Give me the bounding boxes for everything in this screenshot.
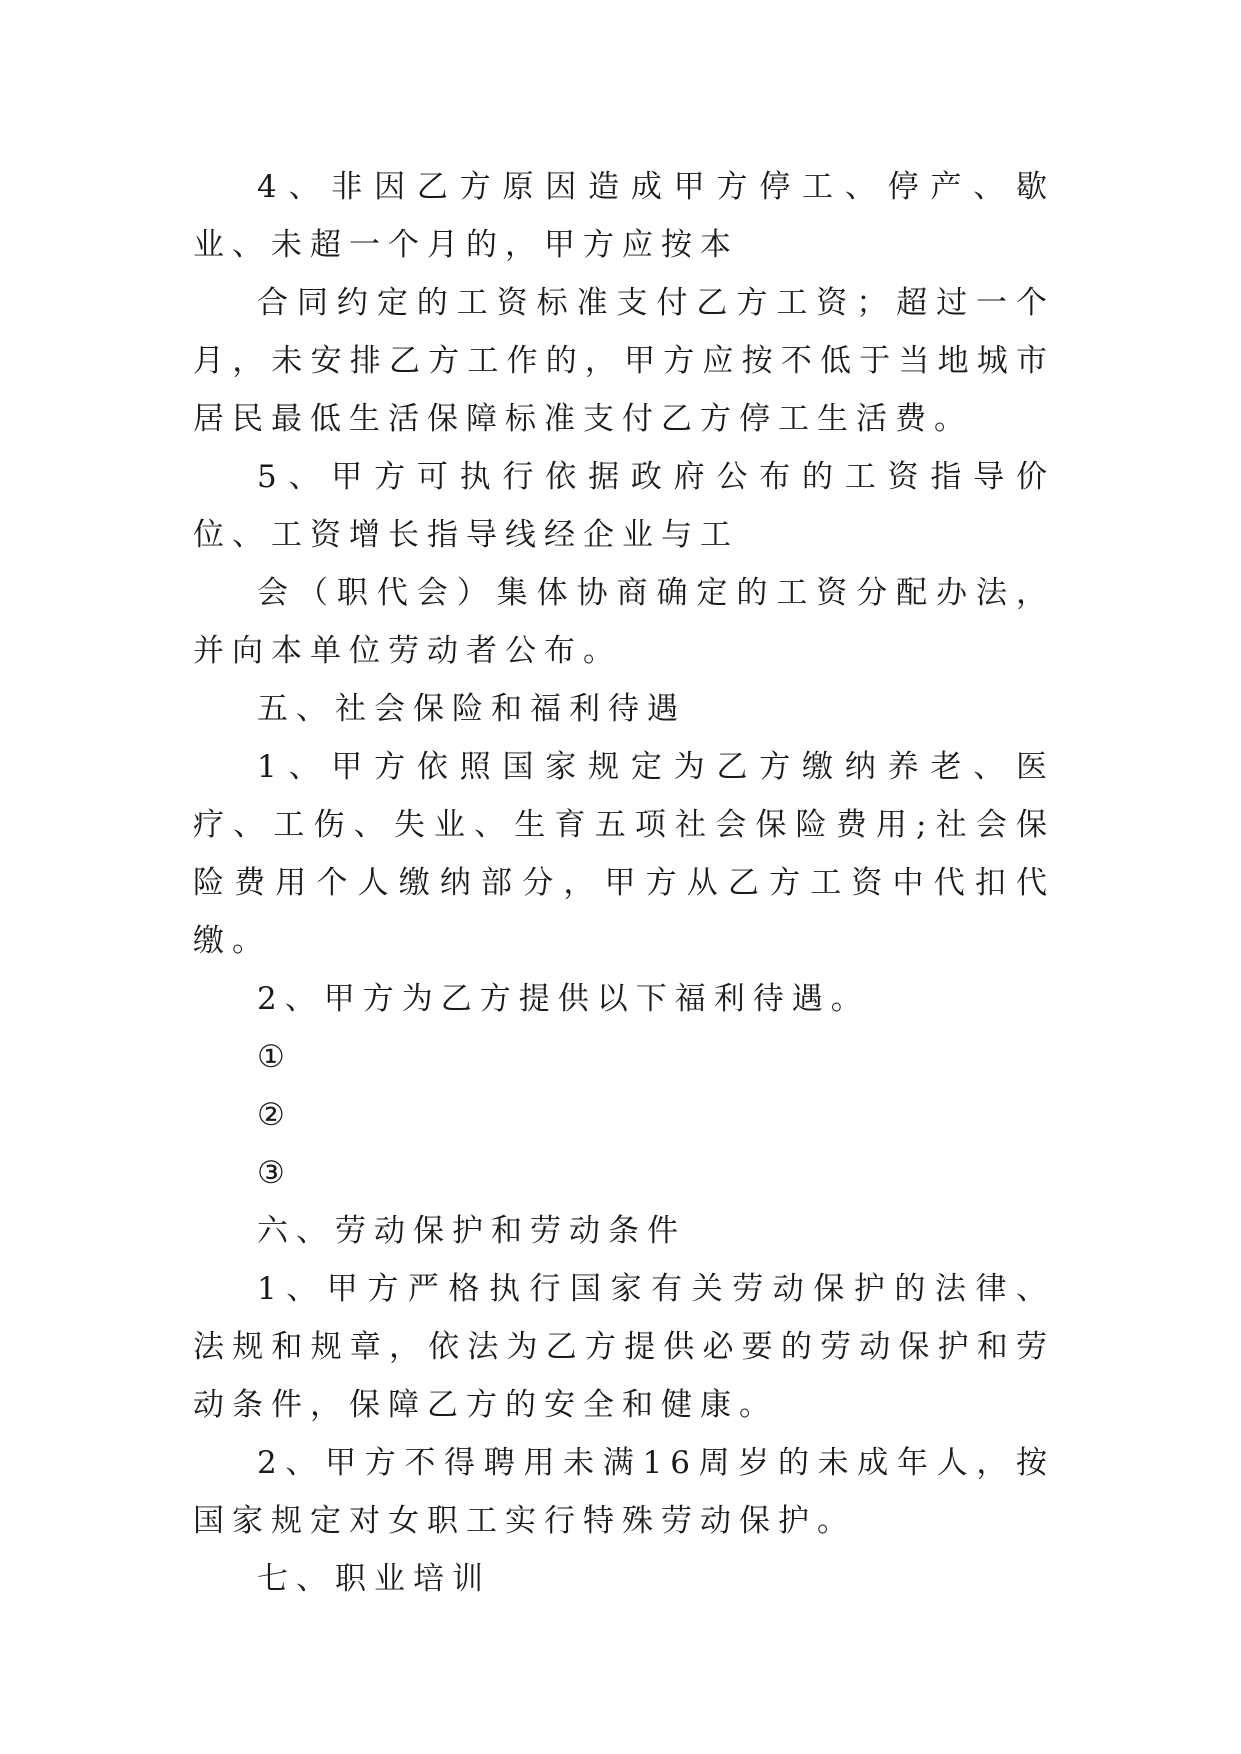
list-marker-1: ① [257, 1039, 285, 1075]
paragraph-1-labor-protection: 1、甲方严格执行国家有关劳动保护的法律、法规和规章，依法为乙方提供必要的劳动保护和劳动条件，保障乙方的安全和健康。 [193, 1271, 1055, 1423]
paragraph-wage-distribution: 会（职代会）集体协商确定的工资分配办法，并向本单位劳动者公布。 [193, 575, 1055, 669]
document-page [193, 158, 1055, 1608]
paragraph-5-wage-guidance: 5、甲方可执行依据政府公布的工资指导价位、工资增长指导线经企业与工 [193, 459, 1055, 553]
section-heading-labor-protection: 六、劳动保护和劳动条件 [257, 1213, 686, 1249]
paragraph-4-wage-stoppage: 4、非因乙方原因造成甲方停工、停产、歇业、未超一个月的，甲方应按本 [193, 169, 1055, 263]
paragraph-2-welfare: 2、甲方为乙方提供以下福利待遇。 [257, 981, 870, 1017]
paragraph-2-minors-women: 2、甲方不得聘用未满16周岁的未成年人，按国家规定对女职工实行特殊劳动保护。 [193, 1445, 1055, 1539]
section-heading-vocational-training: 七、职业培训 [257, 1561, 491, 1597]
list-marker-2: ② [257, 1097, 285, 1133]
paragraph-wage-standard: 合同约定的工资标准支付乙方工资；超过一个月，未安排乙方工作的，甲方应按不低于当地城市居民最低生活保障标准支付乙方停工生活费。 [193, 285, 1055, 437]
paragraph-1-social-insurance: 1、甲方依照国家规定为乙方缴纳养老、医疗、工伤、失业、生育五项社会保险费用;社会保险费用个人缴纳部分，甲方从乙方工资中代扣代缴。 [193, 749, 1055, 959]
list-marker-3: ③ [257, 1155, 285, 1191]
section-heading-social-insurance: 五、社会保险和福利待遇 [257, 691, 686, 727]
